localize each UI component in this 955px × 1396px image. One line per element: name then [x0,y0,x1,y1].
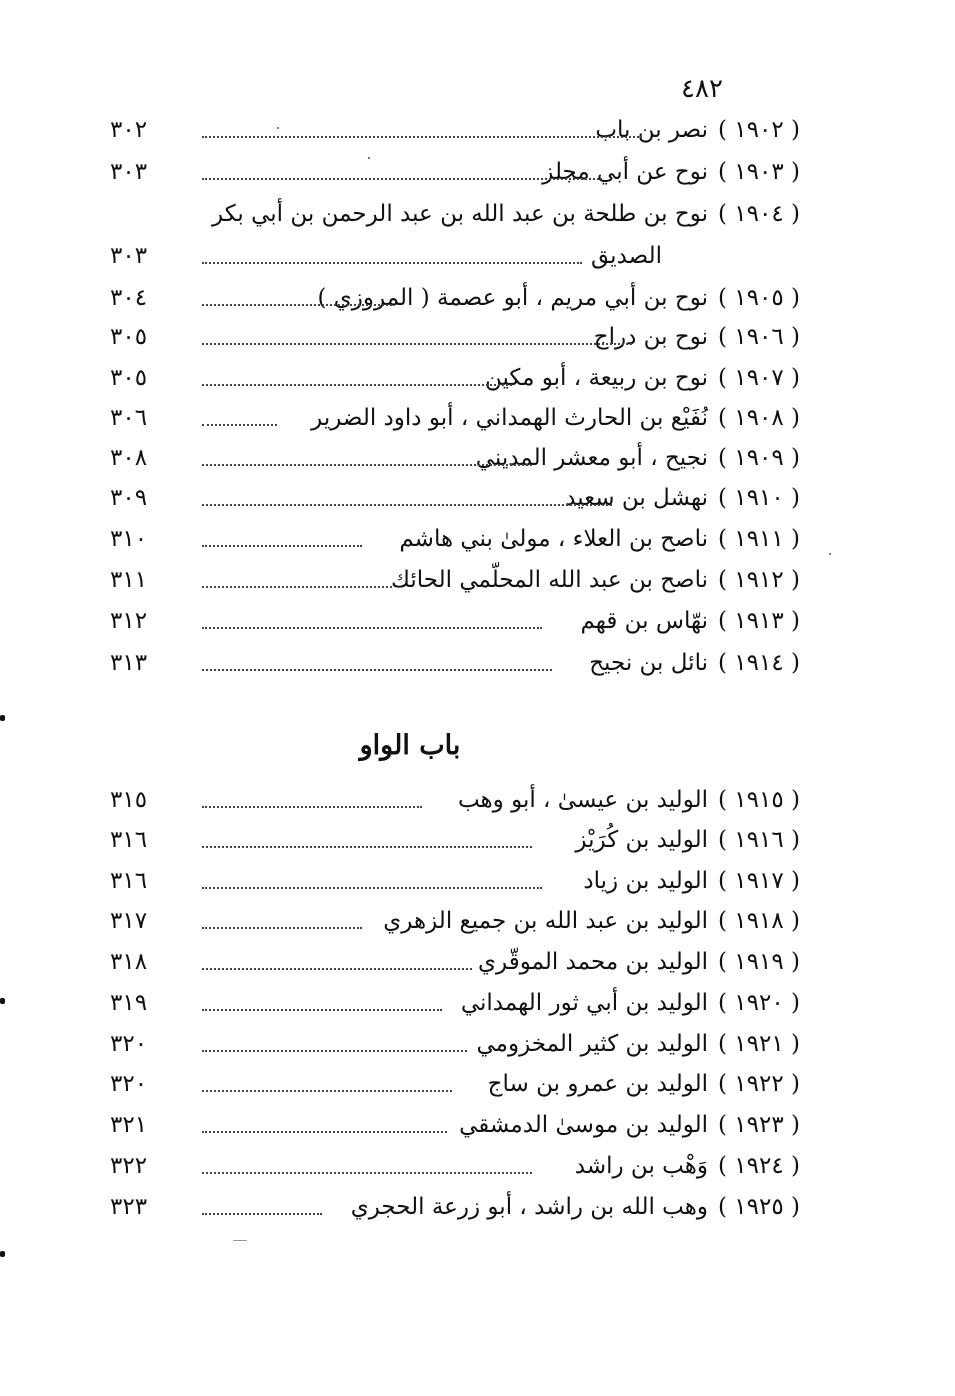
entry-number: ( ١٩٢٢ ) [717,1071,800,1097]
entry-name: نوح بن دراج [593,324,708,350]
scan-speck [829,553,831,555]
list-item [110,1064,800,1104]
entry-name: نصر بن باب [595,117,708,143]
margin-mark [0,715,5,721]
entry-number: ( ١٩٠٧ ) [717,365,800,391]
entry-number: ( ١٩٢٤ ) [717,1153,800,1179]
list-item [110,560,800,600]
entry-number: ( ١٩٠٩ ) [717,445,800,471]
entry-page: ٣١٠ [110,526,148,552]
dot-leader [202,1213,322,1215]
entry-name: الوليد بن عبد الله بن جميع الزهري [383,908,708,934]
list-item [110,478,800,518]
entry-name: ناصح بن عبد الله المحلّمي الحائك [390,567,708,593]
entry-page: ٣٢٣ [110,1194,148,1220]
entry-page: ٣٠٩ [110,485,148,511]
entry-page: ٣٠٥ [110,365,148,391]
dot-leader [202,927,362,929]
entry-name: الوليد بن زياد [583,868,708,894]
dot-leader [202,846,532,848]
dot-leader [202,304,392,306]
dot-leader [202,136,642,138]
list-item [110,601,800,641]
dot-leader [202,424,277,426]
dot-leader [202,1050,467,1052]
margin-mark [0,998,5,1004]
list-item [110,942,800,982]
dot-leader [202,669,552,671]
entry-page: ٣٠٨ [110,445,148,471]
entry-number: ( ١٩٢٥ ) [717,1194,800,1220]
entry-name: وهب الله بن راشد ، أبو زرعة الحجري [350,1194,708,1220]
entry-number: ( ١٩٢١ ) [717,1031,800,1057]
entry-number: ( ١٩١٧ ) [717,868,800,894]
list-item-continuation [110,236,662,276]
list-item [110,194,800,234]
entry-name: وَهْب بن راشد [574,1153,708,1179]
entry-number: ( ١٩١٦ ) [717,827,800,853]
list-item [110,1024,800,1064]
entry-page: ٣١٦ [110,827,148,853]
list-item [110,110,800,150]
entry-number: ( ١٩١٤ ) [717,650,800,676]
dot-leader [202,545,362,547]
dot-leader [202,586,392,588]
list-item [110,1187,800,1227]
entry-number: ( ١٩٢٣ ) [717,1112,800,1138]
entry-number: ( ١٩١٥ ) [717,787,800,813]
entry-number: ( ١٩١٨ ) [717,908,800,934]
list-item [110,152,800,192]
dot-leader [202,504,612,506]
entry-name: الوليد بن كُرَيْز [575,827,708,853]
entry-name: الوليد بن كثير المخزومي [476,1031,708,1057]
entry-name: نوح بن طلحة بن عبد الله بن عبد الرحمن بن أبي بكر [212,201,708,227]
entry-number: ( ١٩٠٢ ) [717,117,800,143]
entry-name: نهّاس بن قهم [580,608,708,634]
entry-page: ٣١٦ [110,868,148,894]
dot-leader [202,384,512,386]
dot-leader [202,627,542,629]
list-item [110,438,800,478]
entry-number: ( ١٩٢٠ ) [717,990,800,1016]
entry-page: ٣٢٢ [110,1153,148,1179]
entry-name: ناصح بن العلاء ، مولىٰ بني هاشم [399,526,708,552]
entry-number: ( ١٩١٠ ) [717,485,800,511]
list-item [110,983,800,1023]
entry-name: نهشل بن سعيد [565,485,708,511]
margin-mark [0,1251,5,1257]
entry-name: نوح بن ربيعة ، أبو مكين [484,365,708,391]
dot-leader [202,1172,532,1174]
entry-page: ٣١٢ [110,608,148,634]
entry-name: نوح عن أبي مجلز [542,159,708,185]
entry-name: نُفَيْع بن الحارث الهمداني ، أبو داود الضرير [311,405,708,431]
dot-leader [202,887,542,889]
entry-name: الوليد بن أبي ثور الهمداني [460,990,708,1016]
list-item [110,643,800,683]
entry-number: ( ١٩٠٦ ) [717,324,800,350]
scan-speck [277,127,279,129]
entry-page: ٣٠٣ [110,243,148,269]
entry-name: نائل بن نجيح [589,650,708,676]
dot-leader [202,1131,447,1133]
entry-page: ٣١٩ [110,990,148,1016]
entry-page: ٣١٧ [110,908,148,934]
entry-page: ٣٢١ [110,1112,148,1138]
list-item [110,398,800,438]
list-item [110,1105,800,1145]
scan-speck [233,1240,247,1241]
entry-name: الوليد بن عمرو بن ساج [487,1071,708,1097]
list-item [110,861,800,901]
list-item [110,901,800,941]
entry-page: ٣١١ [110,567,148,593]
entry-name: نوح بن أبي مريم ، أبو عصمة ( المروزي ) [317,285,708,311]
list-item [110,317,800,357]
list-item [110,780,800,820]
dot-leader [202,806,422,808]
entry-number: ( ١٩١١ ) [717,526,800,552]
entry-page: ٣٠٤ [110,285,148,311]
scan-speck [368,157,370,159]
entry-page: ٣٠٢ [110,117,148,143]
entry-page: ٣٠٥ [110,324,148,350]
entry-number: ( ١٩٠٣ ) [717,159,800,185]
entry-number: ( ١٩٠٥ ) [717,285,800,311]
dot-leader [202,968,472,970]
entry-number: ( ١٩٠٤ ) [717,201,800,227]
entry-number: ( ١٩١٢ ) [717,567,800,593]
list-item [110,1146,800,1186]
entry-page: ٣١٣ [110,650,148,676]
dot-leader [202,1009,442,1011]
entry-name: الوليد بن عيسىٰ ، أبو وهب [457,787,708,813]
entry-name-continuation: الصديق [591,243,662,269]
entry-page: ٣٢٠ [110,1031,148,1057]
list-item [110,358,800,398]
page-number: ٤٨٢ [681,74,723,104]
list-item [110,519,800,559]
entry-number: ( ١٩١٩ ) [717,949,800,975]
entry-page: ٣١٨ [110,949,148,975]
section-heading: باب الواو [359,730,461,761]
entry-number: ( ١٩٠٨ ) [717,405,800,431]
dot-leader [202,262,582,264]
entry-name: الوليد بن محمد الموقّري [478,949,708,975]
entry-page: ٣٠٦ [110,405,148,431]
entry-name: نجيح ، أبو معشر المديني [475,445,708,471]
entry-number: ( ١٩١٣ ) [717,608,800,634]
list-item [110,820,800,860]
entry-page: ٣٢٠ [110,1071,148,1097]
dot-leader [202,178,602,180]
entry-page: ٣١٥ [110,787,148,813]
list-item [110,278,800,318]
dot-leader [202,464,532,466]
dot-leader [202,1090,452,1092]
entry-name: الوليد بن موسىٰ الدمشقي [459,1112,708,1138]
entry-page: ٣٠٣ [110,159,148,185]
dot-leader [202,343,632,345]
